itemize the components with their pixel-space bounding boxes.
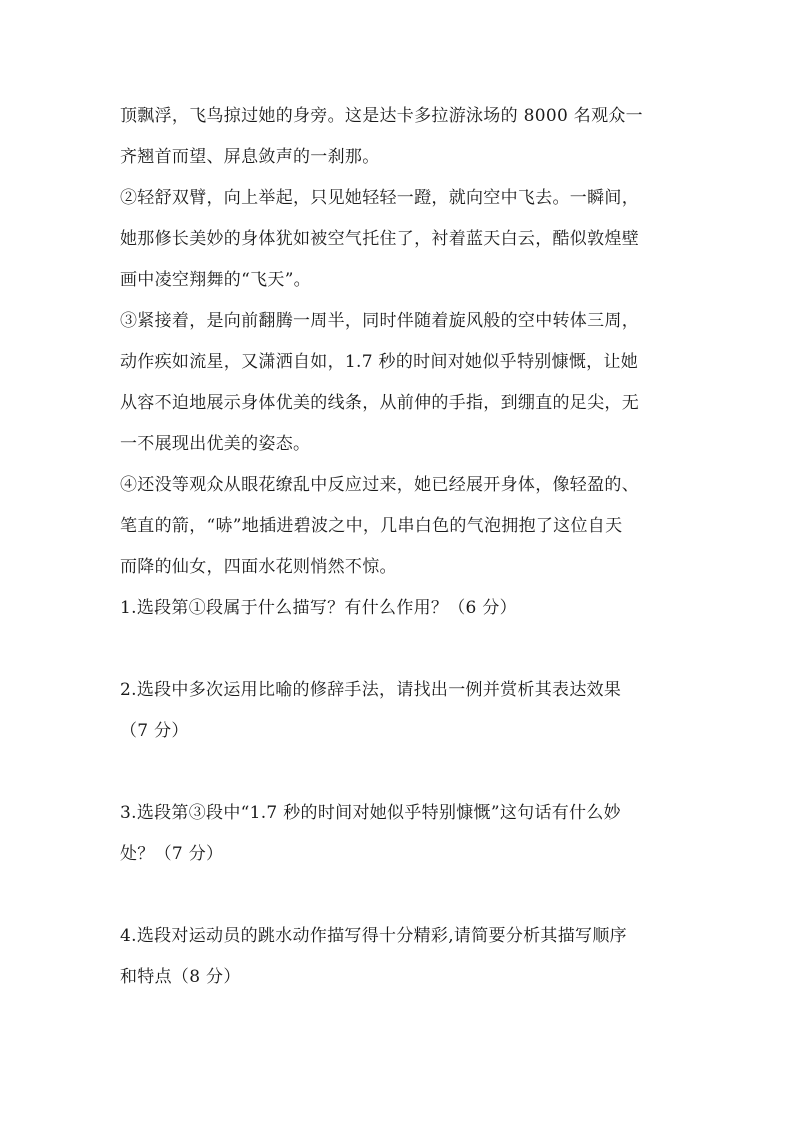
- question-line: 和特点（8 分）: [120, 967, 241, 987]
- question-line: 3.选段第③段中“1.7 秒的时间对她似乎特别慷慨”这句话有什么妙: [120, 803, 621, 823]
- passage-line: 齐翘首而望、屏息敛声的一刹那。: [120, 147, 380, 167]
- question-line: 4.选段对运动员的跳水动作描写得十分精彩,请简要分析其描写顺序: [120, 926, 627, 946]
- question-4: [120, 916, 680, 998]
- question-line: 处？（7 分）: [120, 844, 224, 864]
- question-line: 1.选段第①段属于什么描写？有什么作用？（6 分）: [120, 598, 517, 618]
- answer-space: [120, 752, 680, 793]
- passage-line: 她那修长美妙的身体犹如被空气托住了，衬着蓝天白云，酷似敦煌壁: [120, 229, 639, 249]
- question-2: [120, 670, 680, 752]
- passage-line: 画中凌空翔舞的“飞天”。: [120, 270, 311, 290]
- answer-space: [120, 875, 680, 916]
- reading-passage: [120, 96, 680, 588]
- question-3: [120, 793, 680, 875]
- passage-line: 笔直的箭，“哧”地插进碧波之中，几串白色的气泡拥抱了这位自天: [120, 516, 623, 536]
- question-1: [120, 588, 680, 629]
- passage-line: 而降的仙女，四面水花则悄然不惊。: [120, 557, 397, 577]
- passage-line: ③紧接着，是向前翻腾一周半，同时伴随着旋风般的空中转体三周，: [120, 311, 639, 331]
- document-body: [120, 96, 680, 998]
- passage-line: 一不展现出优美的姿态。: [120, 434, 311, 454]
- passage-line: ②轻舒双臂，向上举起，只见她轻轻一蹬，就向空中飞去。一瞬间，: [120, 188, 639, 208]
- passage-line: 从容不迫地展示身体优美的线条，从前伸的手指，到绷直的足尖，无: [120, 393, 639, 413]
- question-line: （7 分）: [120, 721, 189, 741]
- passage-line: ④还没等观众从眼花缭乱中反应过来，她已经展开身体，像轻盈的、: [120, 475, 639, 495]
- answer-space: [120, 629, 680, 670]
- passage-line: 动作疾如流星，又潇洒自如，1.7 秒的时间对她似乎特别慷慨，让她: [120, 352, 639, 372]
- question-line: 2.选段中多次运用比喻的修辞手法，请找出一例并赏析其表达效果: [120, 680, 622, 700]
- passage-line: 顶飘浮，飞鸟掠过她的身旁。这是达卡多拉游泳场的 8000 名观众一: [120, 106, 643, 126]
